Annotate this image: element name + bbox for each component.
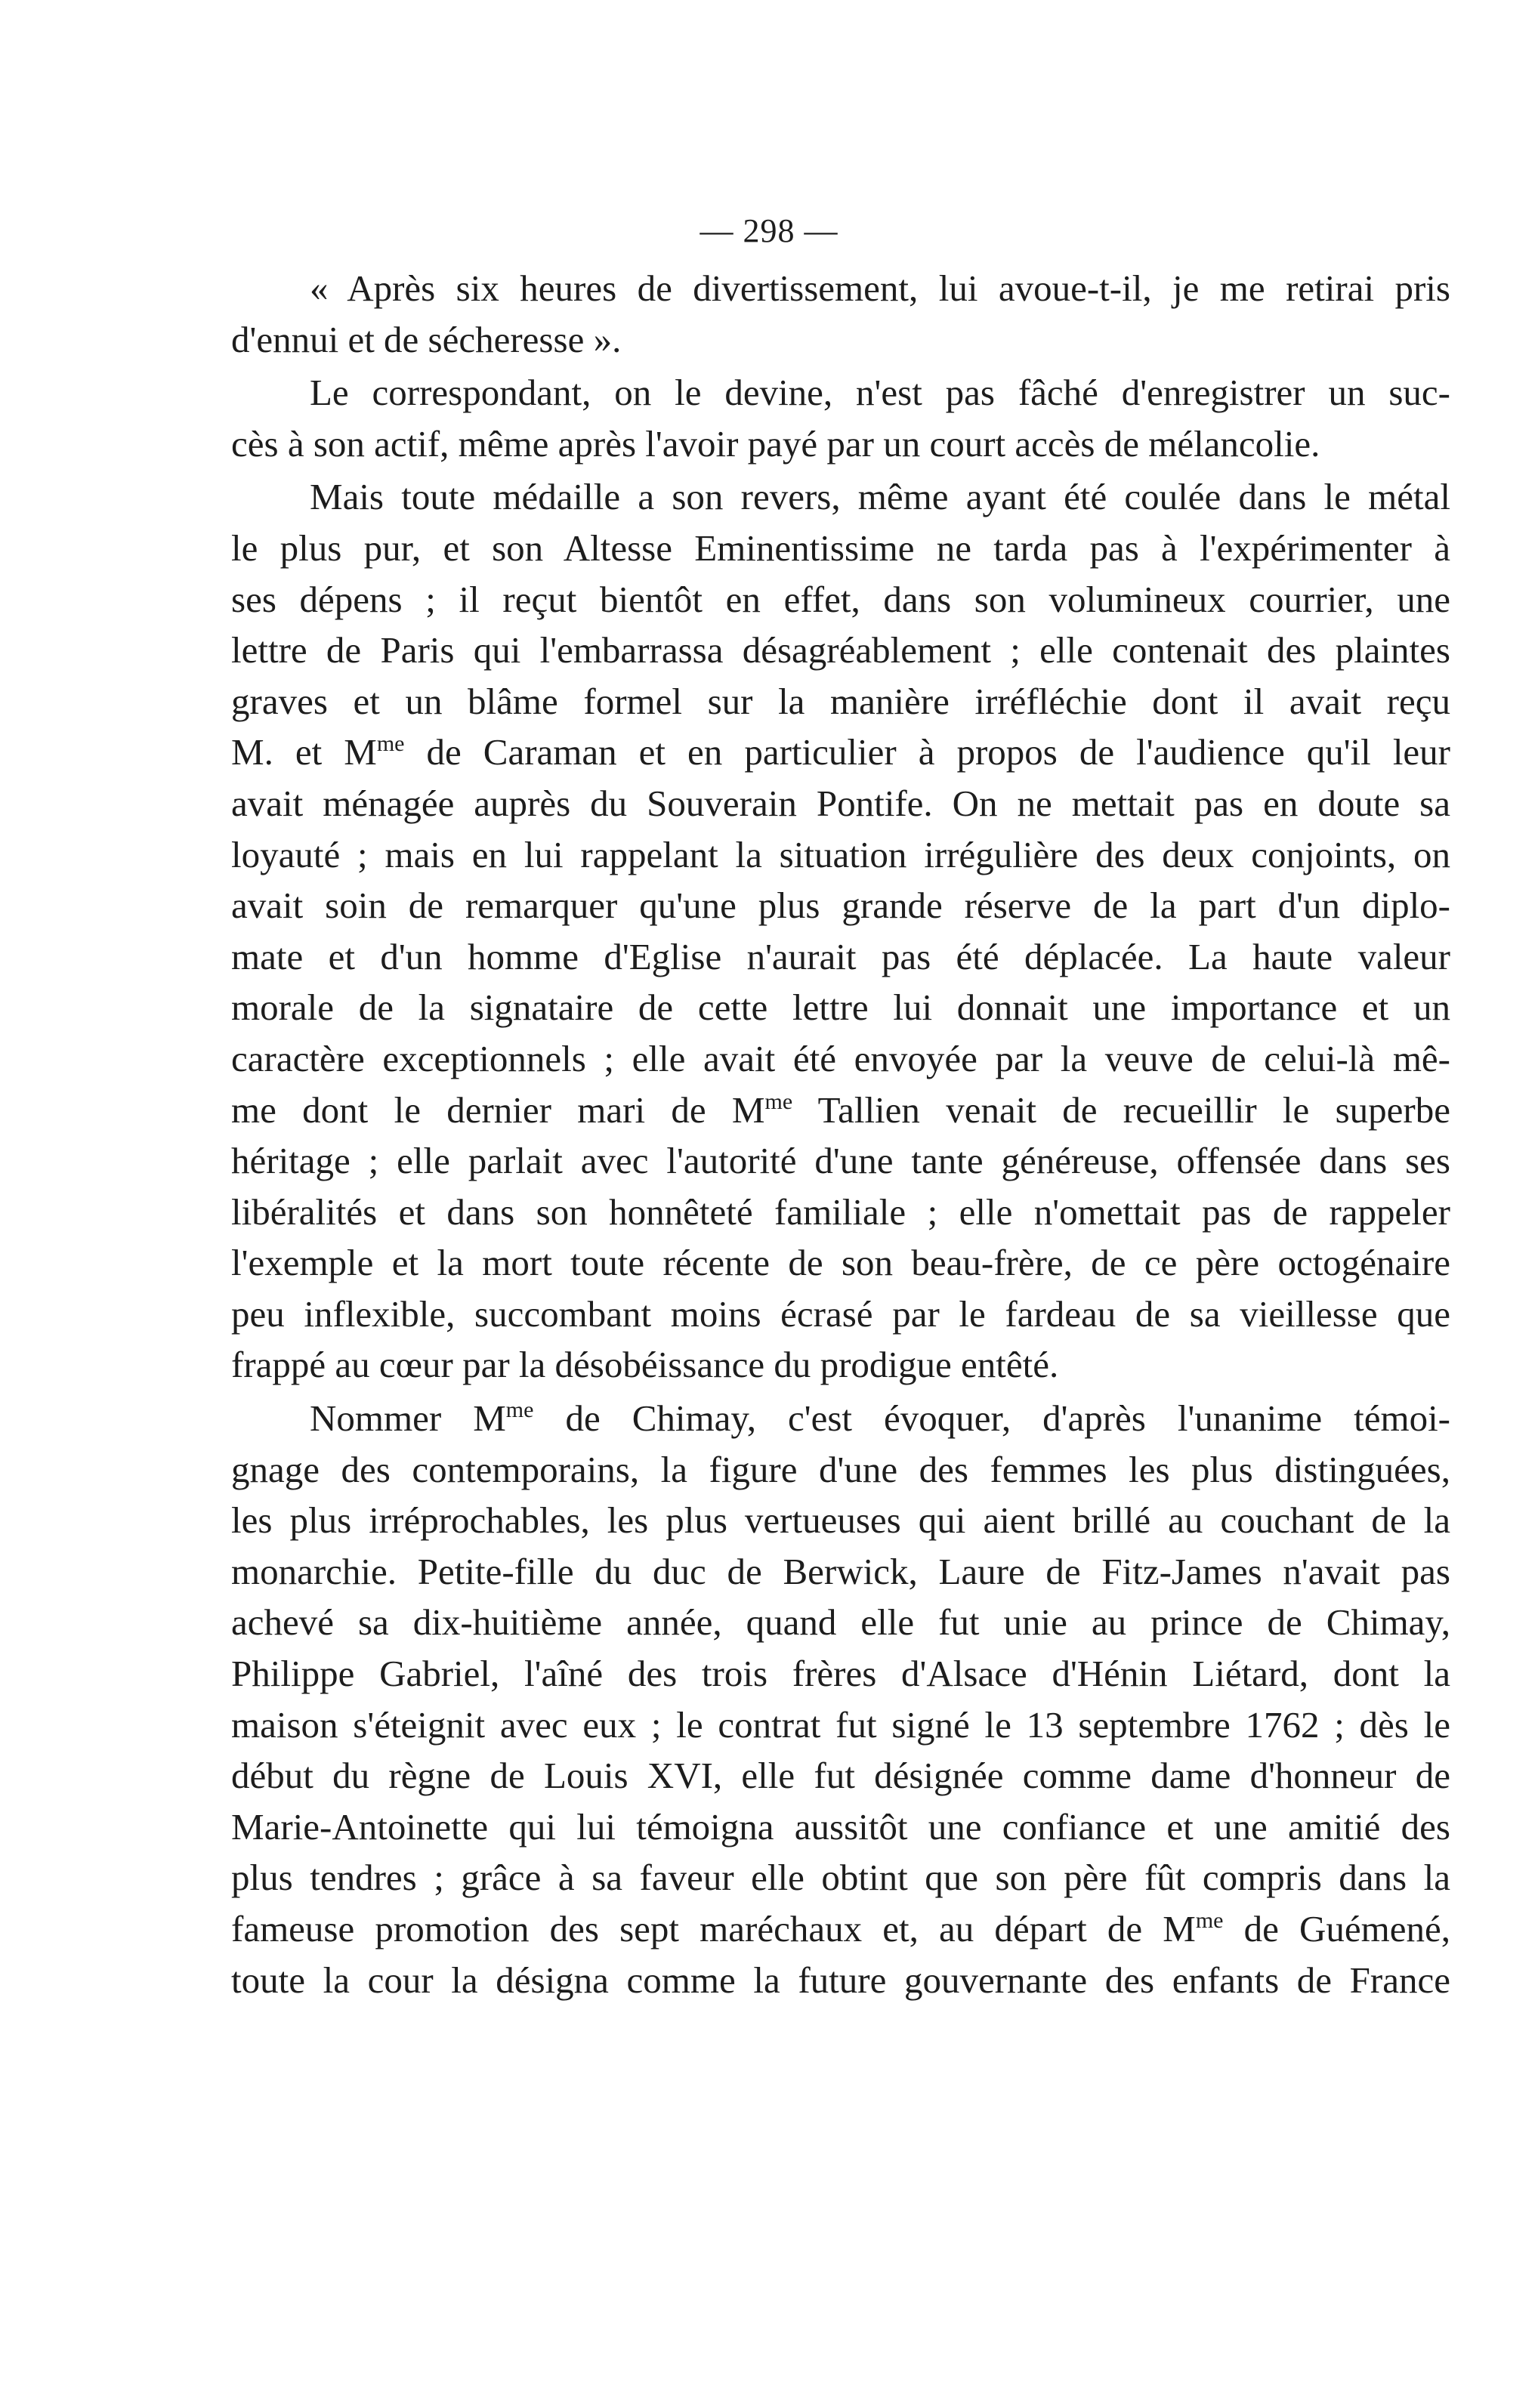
text-line (231, 1135, 1450, 1187)
text-line (231, 1444, 1450, 1496)
text-segment: toute la cour la désigna comme la future gouvernante des enfants de France (231, 1959, 1450, 2001)
text-segment: frappé au cœur par la désobéissance du prodigue entêté. (231, 1344, 1059, 1386)
text-segment: graves et un blâme formel sur la manière irréfléchie dont il avait reçu (231, 680, 1450, 722)
text-segment: morale de la signataire de cette lettre lui donnait une importance et un (231, 986, 1450, 1029)
text-segment: plus tendres ; grâce à sa faveur elle obtint que son père fût compris dans la (231, 1857, 1450, 1899)
text-line (231, 1750, 1450, 1801)
text-segment: « Après six heures de divertissement, lui avoue-t-il, je me retirai pris (310, 267, 1450, 309)
text-line (231, 1085, 1450, 1136)
text-segment: lettre de Paris qui l'embarrassa désagréablement ; elle contenait des plaintes (231, 629, 1450, 671)
text-segment: cès à son actif, même après l'avoir payé par un court accès de mélancolie. (231, 422, 1320, 465)
text-segment: de Chimay, c'est évoquer, d'après l'unanime témoi- (533, 1397, 1451, 1440)
text-line (231, 1393, 1450, 1444)
text-line (231, 829, 1450, 881)
text-segment: l'exemple et la mort toute récente de son beau-frère, de ce père octogénaire (231, 1242, 1450, 1284)
text-segment: caractère exceptionnels ; elle avait été envoyée par la veuve de celui-là mê- (231, 1037, 1450, 1079)
text-segment: d'ennui et de sécheresse ». (231, 318, 622, 360)
paragraph (231, 367, 1450, 469)
paragraph (231, 471, 1450, 1391)
text-line (231, 1339, 1450, 1391)
text-segment: Marie-Antoinette qui lui témoigna aussitôt une confiance et une amitié des (231, 1805, 1450, 1848)
text-line (231, 314, 1450, 366)
text-segment: libéralités et dans son honnêteté familiale ; elle n'omettait pas de rappeler (231, 1190, 1450, 1233)
text-segment: me dont le dernier mari de M (231, 1088, 765, 1131)
text-line (231, 931, 1450, 983)
text-line (231, 1903, 1450, 1955)
text-line (231, 1546, 1450, 1598)
text-segment: loyauté ; mais en lui rappelant la situation irrégulière des deux conjoints, on (231, 833, 1450, 875)
text-segment: peu inflexible, succombant moins écrasé par le fardeau de sa vieillesse que (231, 1292, 1450, 1335)
text-line (231, 1955, 1450, 2006)
text-segment: fameuse promotion des sept maréchaux et, au départ de M (231, 1908, 1196, 1950)
text-segment: les plus irréprochables, les plus vertueuses qui aient brillé au couchant de la (231, 1499, 1450, 1542)
superscript: me (1195, 1908, 1224, 1933)
text-segment: Nommer M (310, 1397, 506, 1440)
text-line (231, 1699, 1450, 1751)
text-line (231, 625, 1450, 676)
text-line (231, 1597, 1450, 1648)
text-segment: M. et M (231, 731, 377, 773)
text-segment: monarchie. Petite-fille du duc de Berwick, Laure de Fitz-James n'avait pas (231, 1550, 1450, 1592)
text-segment: Le correspondant, on le devine, n'est pas fâché d'enregistrer un suc- (310, 372, 1450, 414)
text-line (231, 1237, 1450, 1289)
text-segment: de Guémené, (1223, 1908, 1450, 1950)
superscript: me (764, 1088, 793, 1114)
superscript: me (376, 731, 405, 757)
page-number: — 298 — (700, 212, 838, 249)
text-line (231, 418, 1450, 470)
text-line (231, 778, 1450, 829)
text-line (231, 367, 1450, 418)
text-line (231, 263, 1450, 314)
text-line (231, 1852, 1450, 1903)
superscript: me (505, 1397, 534, 1423)
body-text (231, 263, 1450, 2005)
paragraph (231, 1393, 1450, 2005)
text-segment: mate et d'un homme d'Eglise n'aurait pas été déplacée. La haute valeur (231, 935, 1450, 977)
text-line (231, 574, 1450, 625)
text-line (231, 523, 1450, 574)
text-segment: héritage ; elle parlait avec l'autorité d'une tante généreuse, offensée dans ses (231, 1140, 1450, 1182)
text-segment: ses dépens ; il reçut bientôt en effet, dans son volumineux courrier, une (231, 578, 1450, 620)
text-segment: Mais toute médaille a son revers, même ayant été coulée dans le métal (310, 476, 1450, 518)
text-line (231, 880, 1450, 931)
text-segment: début du règne de Louis XVI, elle fut désignée comme dame d'honneur de (231, 1755, 1450, 1797)
text-segment: de Caraman et en particulier à propos de l'audience qu'il leur (404, 731, 1450, 773)
text-segment: avait soin de remarquer qu'une plus grande réserve de la part d'un diplo- (231, 884, 1450, 927)
text-line (231, 1495, 1450, 1546)
text-line (231, 1289, 1450, 1340)
text-segment: achevé sa dix-huitième année, quand elle fut unie au prince de Chimay, (231, 1601, 1450, 1644)
text-segment: maison s'éteignit avec eux ; le contrat fut signé le 13 septembre 1762 ; dès le (231, 1703, 1450, 1746)
text-segment: Philippe Gabriel, l'aîné des trois frères d'Alsace d'Hénin Liétard, dont la (231, 1653, 1450, 1695)
text-segment: gnage des contemporains, la figure d'une des femmes les plus distinguées, (231, 1448, 1450, 1490)
paragraph (231, 263, 1450, 365)
text-segment: avait ménagée auprès du Souverain Pontife. On ne mettait pas en doute sa (231, 782, 1450, 824)
text-line (231, 471, 1450, 523)
text-line (231, 982, 1450, 1033)
text-segment: le plus pur, et son Altesse Eminentissime ne tarda pas à l'expérimenter à (231, 526, 1450, 569)
text-line (231, 676, 1450, 727)
text-line (231, 1033, 1450, 1085)
text-line (231, 1648, 1450, 1699)
text-line (231, 727, 1450, 778)
text-line (231, 1187, 1450, 1238)
text-segment: Tallien venait de recueillir le superbe (792, 1088, 1450, 1131)
text-line (231, 1801, 1450, 1853)
